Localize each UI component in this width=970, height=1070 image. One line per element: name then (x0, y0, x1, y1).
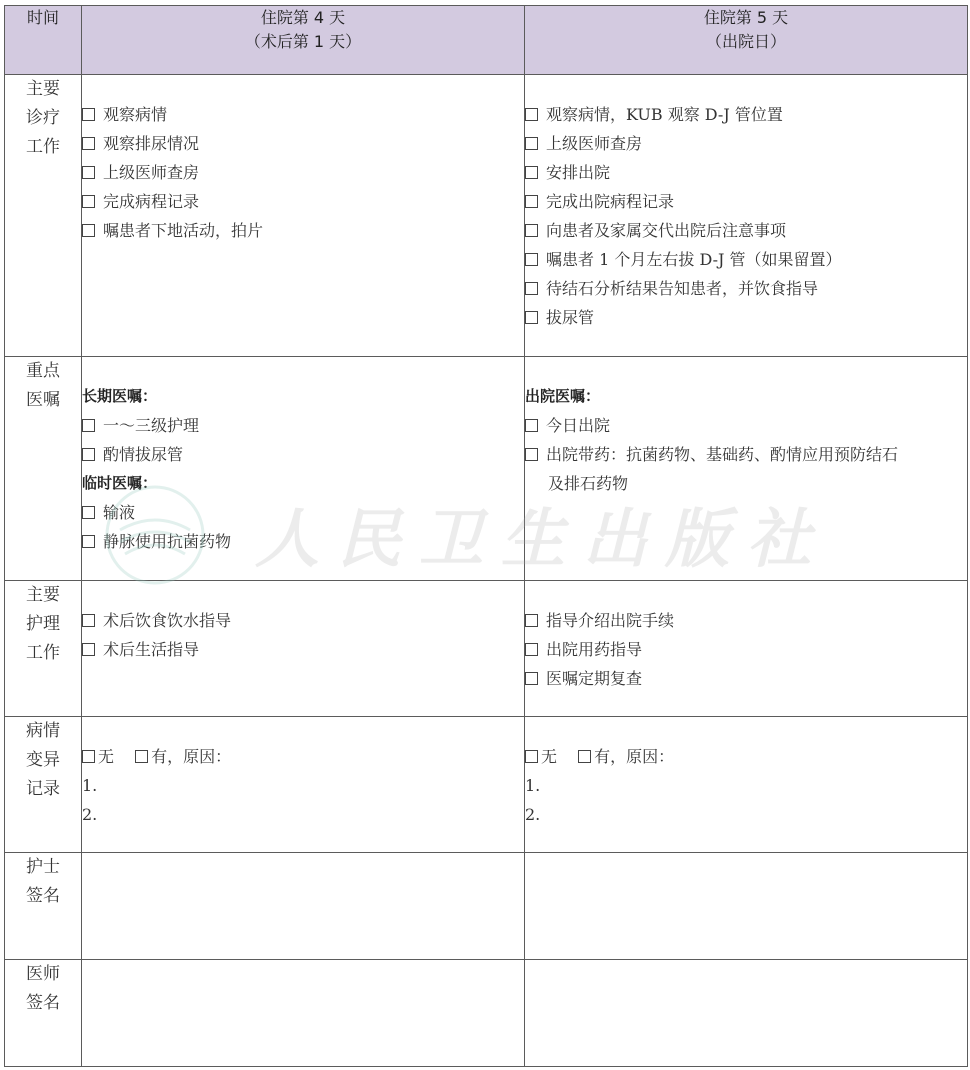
row-nursing-label: 主要 护理 工作 (5, 581, 82, 717)
checklist-item[interactable]: 出院用药指导 (525, 635, 967, 664)
checkbox-icon[interactable] (82, 166, 95, 179)
clinical-pathway-table (4, 5, 968, 1067)
checklist-item[interactable]: 观察排尿情况 (82, 129, 524, 158)
checklist-item[interactable]: 今日出院 (525, 411, 967, 440)
checkbox-icon[interactable] (82, 643, 95, 656)
temporary-orders-heading: 临时医嘱： (82, 474, 158, 492)
variation-reason-1[interactable]: 1. (525, 776, 541, 795)
checklist-item[interactable]: 嘱患者下地活动，拍片 (82, 216, 524, 245)
checklist-item[interactable]: 医嘱定期复查 (525, 664, 967, 693)
checkbox-icon[interactable] (82, 448, 95, 461)
variation-day5-cell (525, 717, 968, 853)
variation-yes-option[interactable]: 有，原因： (578, 747, 674, 766)
checklist-item[interactable]: 术后生活指导 (82, 635, 524, 664)
checklist-item[interactable]: 完成出院病程记录 (525, 187, 967, 216)
orders-day4-cell (82, 357, 525, 581)
variation-reason-1[interactable]: 1. (82, 776, 98, 795)
checkbox-icon[interactable] (525, 224, 538, 237)
variation-day4-cell (82, 717, 525, 853)
variation-none-option[interactable]: 无 (525, 747, 557, 766)
checkbox-icon[interactable] (82, 419, 95, 432)
row-diagnosis (5, 75, 968, 357)
header-row (5, 6, 968, 75)
row-orders-label: 重点 医嘱 (5, 357, 82, 581)
checkbox-icon[interactable] (82, 195, 95, 208)
checkbox-icon[interactable] (525, 137, 538, 150)
checkbox-icon[interactable] (82, 750, 95, 763)
checkbox-icon[interactable] (82, 506, 95, 519)
variation-yes-option[interactable]: 有，原因： (135, 747, 231, 766)
checklist-item[interactable]: 一～三级护理 (82, 411, 524, 440)
row-nurse-signature (5, 853, 968, 960)
checkbox-icon[interactable] (525, 166, 538, 179)
checklist-item[interactable]: 观察病情 (82, 100, 524, 129)
checkbox-icon[interactable] (525, 614, 538, 627)
checklist-item[interactable]: 安排出院 (525, 158, 967, 187)
header-day5-subtitle: （出院日） (705, 32, 786, 51)
row-nurse-signature-label: 护士 签名 (5, 853, 82, 960)
checklist-item[interactable]: 向患者及家属交代出院后注意事项 (525, 216, 967, 245)
header-day4 (82, 6, 525, 75)
checkbox-icon[interactable] (578, 750, 591, 763)
nurse-signature-day4-field[interactable] (82, 853, 525, 960)
nursing-day5-cell (525, 581, 968, 717)
row-doctor-signature (5, 960, 968, 1067)
variation-reason-2[interactable]: 2. (525, 805, 541, 824)
watermark-text: 人民卫生出版社 (255, 502, 829, 577)
nurse-signature-day5-field[interactable] (525, 853, 968, 960)
checkbox-icon[interactable] (525, 311, 538, 324)
checklist-item[interactable]: 术后饮食饮水指导 (82, 606, 524, 635)
header-day5 (525, 6, 968, 75)
checklist-item[interactable]: 指导介绍出院手续 (525, 606, 967, 635)
diagnosis-day5-cell (525, 75, 968, 357)
diagnosis-day4-cell (82, 75, 525, 357)
checklist-item[interactable]: 出院带药：抗菌药物、基础药、酌情应用预防结石 (525, 440, 967, 469)
header-day5-title: 住院第 5 天 (703, 8, 789, 27)
checkbox-icon[interactable] (525, 419, 538, 432)
checklist-item[interactable]: 静脉使用抗菌药物 (82, 527, 524, 556)
checklist-item[interactable]: 观察病情，KUB 观察 D-J 管位置 (525, 100, 967, 129)
checkbox-icon[interactable] (135, 750, 148, 763)
checkbox-icon[interactable] (525, 672, 538, 685)
row-variation-label: 病情 变异 记录 (5, 717, 82, 853)
checkbox-icon[interactable] (525, 282, 538, 295)
orders-day5-cell (525, 357, 968, 581)
variation-reason-2[interactable]: 2. (82, 805, 98, 824)
checklist-item[interactable]: 拔尿管 (525, 303, 967, 332)
checkbox-icon[interactable] (525, 643, 538, 656)
checkbox-icon[interactable] (525, 448, 538, 461)
row-diagnosis-label: 主要 诊疗 工作 (5, 75, 82, 357)
header-day4-title: 住院第 4 天 (260, 8, 346, 27)
doctor-signature-day4-field[interactable] (82, 960, 525, 1067)
checklist-item[interactable]: 待结石分析结果告知患者，并饮食指导 (525, 274, 967, 303)
checkbox-icon[interactable] (82, 137, 95, 150)
row-doctor-signature-label: 医师 签名 (5, 960, 82, 1067)
doctor-signature-day5-field[interactable] (525, 960, 968, 1067)
row-orders (5, 357, 968, 581)
checklist-item[interactable]: 上级医师查房 (525, 129, 967, 158)
header-day4-subtitle: （术后第 1 天） (244, 32, 362, 51)
nursing-day4-cell (82, 581, 525, 717)
checklist-item[interactable]: 嘱患者 1 个月左右拔 D-J 管（如果留置） (525, 245, 967, 274)
checkbox-icon[interactable] (82, 224, 95, 237)
checklist-item[interactable]: 完成病程记录 (82, 187, 524, 216)
header-time: 时间 (5, 6, 82, 75)
checkbox-icon[interactable] (82, 535, 95, 548)
row-nursing (5, 581, 968, 717)
discharge-orders-heading: 出院医嘱： (525, 387, 601, 405)
checkbox-icon[interactable] (525, 253, 538, 266)
checkbox-icon[interactable] (525, 195, 538, 208)
variation-none-option[interactable]: 无 (82, 747, 114, 766)
row-variation (5, 717, 968, 853)
checkbox-icon[interactable] (82, 614, 95, 627)
checklist-item[interactable]: 上级医师查房 (82, 158, 524, 187)
checklist-item-continuation: 及排石药物 (548, 474, 629, 493)
checkbox-icon[interactable] (82, 108, 95, 121)
long-term-orders-heading: 长期医嘱： (82, 387, 158, 405)
checklist-item[interactable]: 输液 (82, 498, 524, 527)
checkbox-icon[interactable] (525, 750, 538, 763)
checkbox-icon[interactable] (525, 108, 538, 121)
checklist-item[interactable]: 酌情拔尿管 (82, 440, 524, 469)
